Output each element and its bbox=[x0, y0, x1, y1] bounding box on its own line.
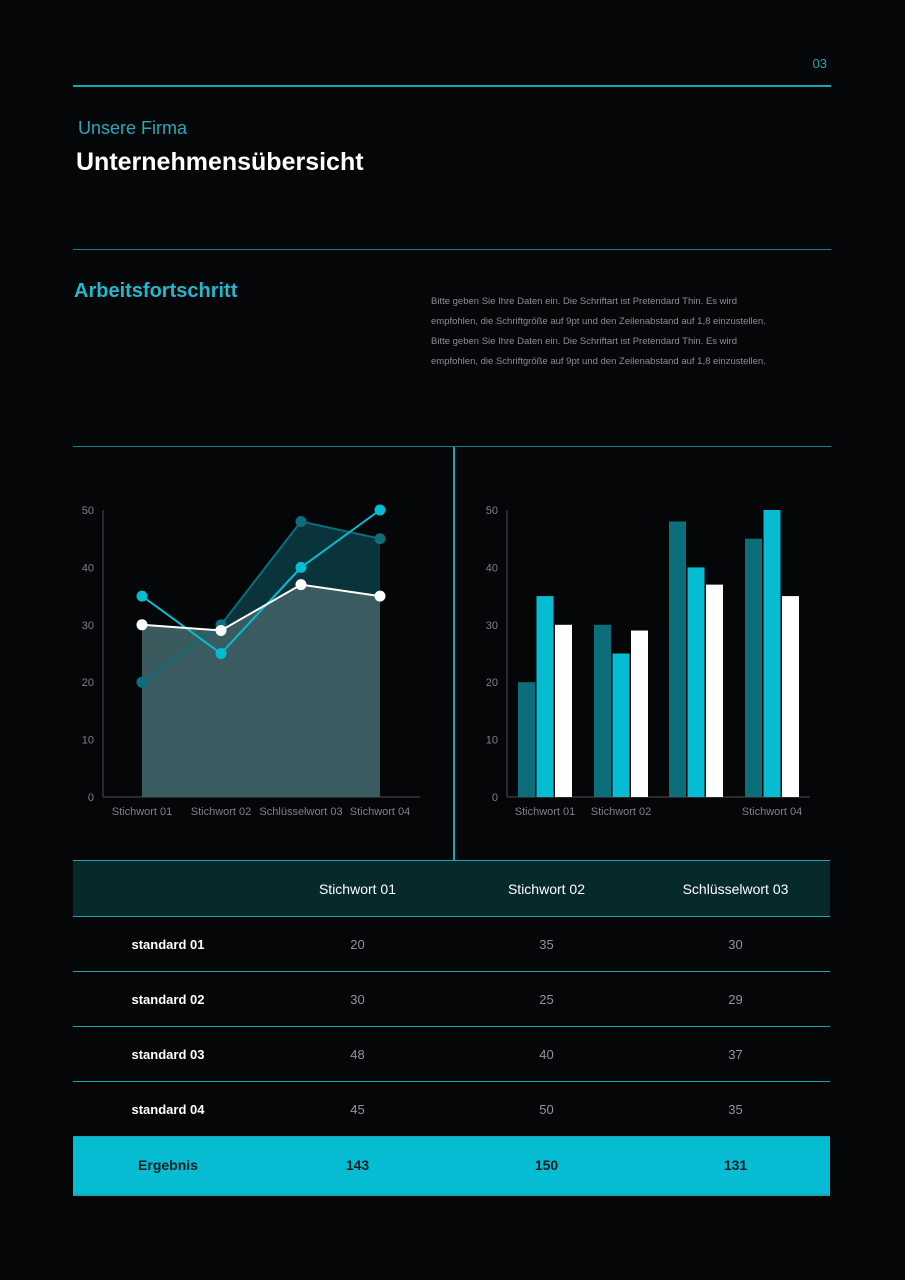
table-total-row bbox=[73, 1137, 830, 1195]
bar-series-2 bbox=[537, 596, 554, 797]
description-line: Bitte geben Sie Ihre Daten ein. Die Schriftart ist Pretendard Thin. Es wird bbox=[431, 336, 738, 347]
series-1-point bbox=[375, 533, 386, 544]
series-2-point bbox=[296, 562, 307, 573]
bar-series-2 bbox=[688, 567, 705, 797]
table-row bbox=[73, 972, 830, 1027]
y-tick-label: 20 bbox=[81, 677, 94, 690]
page-title: Unternehmensübersicht bbox=[76, 148, 364, 176]
series-1-point bbox=[296, 516, 307, 527]
bar-series-3 bbox=[555, 625, 572, 797]
series-3-point bbox=[137, 619, 148, 630]
row-label: standard 04 bbox=[73, 1082, 263, 1137]
page-number: 03 bbox=[812, 56, 827, 71]
x-tick-label: Stichwort 04 bbox=[741, 806, 803, 818]
header-subtitle: Unsere Firma bbox=[78, 118, 188, 138]
series-2-point bbox=[375, 505, 386, 516]
section-title: Arbeitsfortschritt bbox=[74, 280, 238, 302]
y-tick-label: 40 bbox=[81, 562, 94, 575]
series-2-point bbox=[216, 648, 227, 659]
bar-series-2 bbox=[613, 654, 630, 798]
table-cell: 25 bbox=[452, 972, 641, 1027]
table-cell: 29 bbox=[641, 972, 830, 1027]
header-divider bbox=[73, 249, 831, 250]
table-cell: 40 bbox=[452, 1027, 641, 1082]
y-tick-label: 0 bbox=[87, 792, 94, 804]
bar-series-3 bbox=[706, 585, 723, 797]
y-tick-label: 30 bbox=[485, 619, 498, 632]
table-row bbox=[73, 1082, 830, 1137]
line-chart bbox=[73, 490, 453, 830]
x-tick-label: Stichwort 02 bbox=[190, 806, 252, 818]
y-tick-label: 50 bbox=[81, 505, 94, 517]
table-cell: 37 bbox=[641, 1027, 830, 1082]
row-label: standard 03 bbox=[73, 1027, 263, 1082]
table-header-cell: Stichwort 02 bbox=[452, 861, 641, 917]
x-tick-label: Stichwort 04 bbox=[349, 806, 411, 818]
series-1-point bbox=[137, 677, 148, 688]
description-line: Bitte geben Sie Ihre Daten ein. Die Schriftart ist Pretendard Thin. Es wird bbox=[431, 296, 738, 307]
series-2-point bbox=[137, 591, 148, 602]
data-table bbox=[73, 860, 830, 1196]
y-tick-label: 50 bbox=[485, 505, 498, 517]
chart-divider bbox=[73, 446, 831, 447]
y-tick-label: 30 bbox=[81, 619, 94, 632]
table-cell: 48 bbox=[263, 1027, 452, 1082]
y-tick-label: 10 bbox=[485, 734, 498, 747]
y-tick-label: 10 bbox=[81, 734, 94, 747]
bar-series-1 bbox=[669, 521, 686, 797]
bar-series-1 bbox=[594, 625, 611, 797]
section-description bbox=[431, 292, 831, 372]
y-tick-label: 0 bbox=[491, 792, 498, 804]
description-line: empfohlen, die Schriftgröße auf 9pt und den Zeilenabstand auf 1,8 einzustellen. bbox=[431, 356, 766, 367]
description-line: empfohlen, die Schriftgröße auf 9pt und den Zeilenabstand auf 1,8 einzustellen. bbox=[431, 316, 766, 327]
x-tick-label: Stichwort 01 bbox=[514, 806, 576, 818]
table-row bbox=[73, 1027, 830, 1082]
y-tick-label: 20 bbox=[485, 677, 498, 690]
bar-series-3 bbox=[782, 596, 799, 797]
row-label: standard 01 bbox=[73, 917, 263, 972]
series-3-point bbox=[375, 591, 386, 602]
table-header-cell: Stichwort 01 bbox=[263, 861, 452, 917]
total-label: Ergebnis bbox=[73, 1137, 263, 1195]
x-tick-label: Schlüsselwort 03 bbox=[259, 806, 343, 818]
table-cell: 30 bbox=[263, 972, 452, 1027]
top-divider bbox=[73, 85, 831, 87]
total-cell: 131 bbox=[641, 1137, 830, 1195]
bar-series-3 bbox=[631, 631, 648, 797]
table-cell: 45 bbox=[263, 1082, 452, 1137]
series-3-area bbox=[142, 585, 380, 797]
y-tick-label: 40 bbox=[485, 562, 498, 575]
series-3-point bbox=[296, 579, 307, 590]
table-row bbox=[73, 917, 830, 972]
row-label: standard 02 bbox=[73, 972, 263, 1027]
table-cell: 50 bbox=[452, 1082, 641, 1137]
table-cell: 20 bbox=[263, 917, 452, 972]
bar-series-1 bbox=[518, 682, 535, 797]
total-cell: 150 bbox=[452, 1137, 641, 1195]
bar-chart bbox=[455, 490, 830, 830]
table-cell: 35 bbox=[641, 1082, 830, 1137]
series-3-point bbox=[216, 625, 227, 636]
table-header-empty bbox=[73, 861, 263, 917]
x-tick-label: Stichwort 02 bbox=[590, 806, 652, 818]
total-cell: 143 bbox=[263, 1137, 452, 1195]
x-tick-label: Stichwort 01 bbox=[111, 806, 173, 818]
table-header-cell: Schlüsselwort 03 bbox=[641, 861, 830, 917]
bar-series-1 bbox=[745, 539, 762, 797]
table-cell: 30 bbox=[641, 917, 830, 972]
bar-series-2 bbox=[764, 510, 781, 797]
table-header-row bbox=[73, 861, 830, 917]
table-cell: 35 bbox=[452, 917, 641, 972]
